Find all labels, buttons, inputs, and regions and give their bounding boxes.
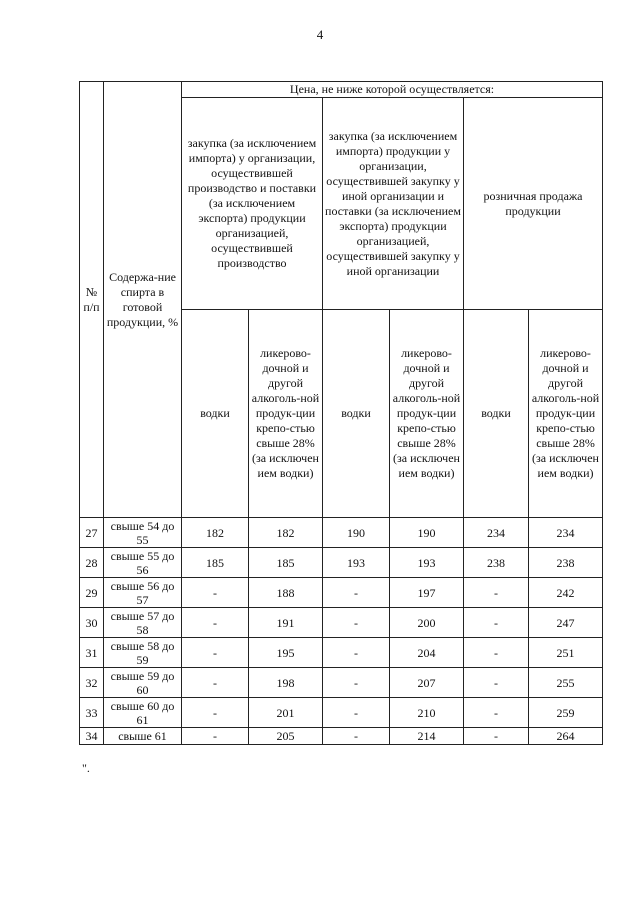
price-cell: - bbox=[464, 578, 529, 608]
price-cell: 238 bbox=[529, 548, 603, 578]
row-number-cell: 30 bbox=[80, 608, 104, 638]
price-cell: - bbox=[464, 608, 529, 638]
header-vodka: водки bbox=[182, 310, 249, 518]
row-number-cell: 31 bbox=[80, 638, 104, 668]
price-cell: 182 bbox=[249, 518, 323, 548]
table-row bbox=[80, 548, 603, 578]
price-cell: 190 bbox=[390, 518, 464, 548]
header-price: Цена, не ниже которой осуществляется: bbox=[182, 82, 603, 98]
price-cell: 185 bbox=[182, 548, 249, 578]
alcohol-content-cell: свыше 57 до 58 bbox=[104, 608, 182, 638]
price-cell: 182 bbox=[182, 518, 249, 548]
alcohol-content-cell: свыше 61 bbox=[104, 728, 182, 745]
price-cell: - bbox=[323, 698, 390, 728]
alcohol-content-cell: свыше 55 до 56 bbox=[104, 548, 182, 578]
price-cell: 200 bbox=[390, 608, 464, 638]
price-cell: 185 bbox=[249, 548, 323, 578]
row-number-cell: 29 bbox=[80, 578, 104, 608]
header-alcohol-content: Содержа-ние спирта в готовой продукции, % bbox=[104, 82, 182, 518]
price-cell: 193 bbox=[390, 548, 464, 578]
price-cell: - bbox=[464, 698, 529, 728]
table-row bbox=[80, 608, 603, 638]
page-number: 4 bbox=[316, 27, 324, 42]
table-row bbox=[80, 638, 603, 668]
alcohol-content-cell: свыше 56 до 57 bbox=[104, 578, 182, 608]
price-cell: - bbox=[182, 638, 249, 668]
price-cell: 198 bbox=[249, 668, 323, 698]
alcohol-content-cell: свыше 59 до 60 bbox=[104, 668, 182, 698]
price-cell: 197 bbox=[390, 578, 464, 608]
alcohol-content-cell: свыше 54 до 55 bbox=[104, 518, 182, 548]
header-liqueur: ликерово-дочной и другой алкоголь-ной продук-ции крепо-стью свыше 28% (за исключен ием водки) bbox=[249, 310, 323, 518]
header-vodka: водки bbox=[323, 310, 390, 518]
header-liqueur: ликерово-дочной и другой алкоголь-ной продук-ции крепо-стью свыше 28% (за исключен ием водки) bbox=[390, 310, 464, 518]
header-vodka: водки bbox=[464, 310, 529, 518]
alcohol-content-cell: свыше 58 до 59 bbox=[104, 638, 182, 668]
header-liqueur: ликерово-дочной и другой алкоголь-ной продук-ции крепо-стью свыше 28% (за исключен ием водки) bbox=[529, 310, 603, 518]
row-number-cell: 33 bbox=[80, 698, 104, 728]
price-cell: - bbox=[182, 578, 249, 608]
row-number-cell: 28 bbox=[80, 548, 104, 578]
price-table bbox=[79, 81, 603, 745]
price-cell: 214 bbox=[390, 728, 464, 745]
price-cell: 210 bbox=[390, 698, 464, 728]
price-cell: 201 bbox=[249, 698, 323, 728]
price-cell: 191 bbox=[249, 608, 323, 638]
header-row-number: № п/п bbox=[80, 82, 104, 518]
price-cell: 195 bbox=[249, 638, 323, 668]
price-cell: 242 bbox=[529, 578, 603, 608]
price-cell: 264 bbox=[529, 728, 603, 745]
price-cell: 204 bbox=[390, 638, 464, 668]
table-row bbox=[80, 668, 603, 698]
price-cell: - bbox=[323, 638, 390, 668]
price-cell: 234 bbox=[529, 518, 603, 548]
price-cell: 190 bbox=[323, 518, 390, 548]
closing-quote: ". bbox=[82, 761, 90, 775]
price-cell: - bbox=[464, 638, 529, 668]
row-number-cell: 34 bbox=[80, 728, 104, 745]
price-cell: - bbox=[323, 578, 390, 608]
row-number-cell: 32 bbox=[80, 668, 104, 698]
price-cell: - bbox=[464, 728, 529, 745]
price-cell: 238 bbox=[464, 548, 529, 578]
price-cell: - bbox=[323, 668, 390, 698]
price-cell: 234 bbox=[464, 518, 529, 548]
table-row bbox=[80, 518, 603, 548]
alcohol-content-cell: свыше 60 до 61 bbox=[104, 698, 182, 728]
price-cell: 188 bbox=[249, 578, 323, 608]
price-cell: 193 bbox=[323, 548, 390, 578]
table-row bbox=[80, 578, 603, 608]
price-cell: 251 bbox=[529, 638, 603, 668]
price-cell: 247 bbox=[529, 608, 603, 638]
table-row bbox=[80, 728, 603, 745]
price-cell: - bbox=[182, 668, 249, 698]
price-cell: - bbox=[464, 668, 529, 698]
price-cell: 207 bbox=[390, 668, 464, 698]
header-group-reseller: закупка (за исключением импорта) продукции у организации, осуществившей закупку у иной организации и поставки (за исключением экспорта) продукции организацией, осуществившей закупку у иной организации bbox=[323, 98, 464, 310]
price-cell: 259 bbox=[529, 698, 603, 728]
price-cell: - bbox=[182, 728, 249, 745]
price-cell: 205 bbox=[249, 728, 323, 745]
header-group-retail: розничная продажа продукции bbox=[464, 98, 603, 310]
price-cell: 255 bbox=[529, 668, 603, 698]
price-cell: - bbox=[323, 608, 390, 638]
price-cell: - bbox=[182, 608, 249, 638]
header-group-producer: закупка (за исключением импорта) у организации, осуществившей производство и поставки (за исключением экспорта) продукции организацией, осуществившей производство bbox=[182, 98, 323, 310]
row-number-cell: 27 bbox=[80, 518, 104, 548]
price-cell: - bbox=[323, 728, 390, 745]
price-cell: - bbox=[182, 698, 249, 728]
table-row bbox=[80, 698, 603, 728]
